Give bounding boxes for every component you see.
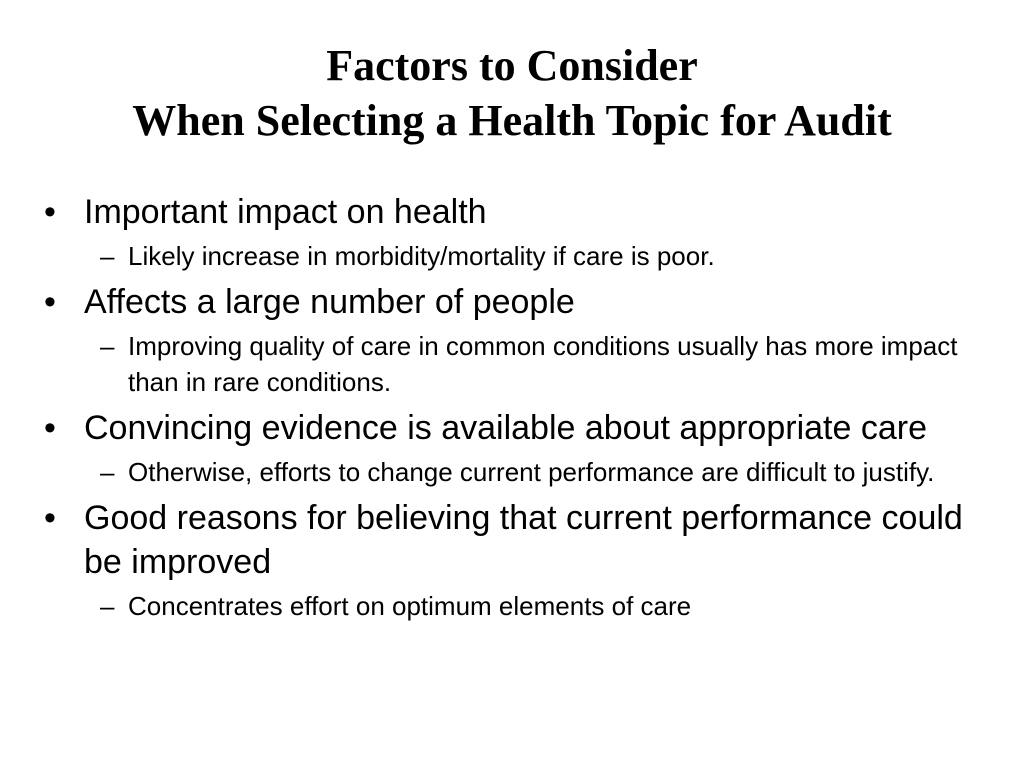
sub-bullet-item-2 [0, 328, 1024, 400]
bullet-marker: • [44, 499, 56, 537]
sub-bullet-text: Otherwise, efforts to change current performance are difficult to justify. [128, 457, 935, 487]
sub-bullet-item-3 [0, 454, 1024, 490]
bullet-marker: • [44, 193, 56, 231]
bullet-item-3 [0, 406, 1024, 450]
sub-bullet-item-4 [0, 588, 1024, 624]
bullet-item-4 [0, 496, 1024, 584]
sub-bullet-marker: – [100, 241, 115, 271]
bullet-text: Good reasons for believing that current performance could be improved [84, 499, 963, 581]
bullet-text: Convincing evidence is available about appropriate care [84, 409, 927, 447]
sub-bullet-marker: – [100, 331, 115, 361]
bullet-item-1 [0, 190, 1024, 234]
sub-bullet-marker: – [100, 591, 115, 621]
title-line-2: When Selecting a Health Topic for Audit [132, 96, 892, 145]
sub-bullet-text: Concentrates effort on optimum elements of care [128, 591, 692, 621]
bullet-text: Important impact on health [84, 193, 487, 231]
slide-title [0, 38, 1024, 148]
bullet-marker: • [44, 283, 56, 321]
sub-bullet-text: Improving quality of care in common conditions usually has more impact than in rare conditions. [128, 331, 958, 397]
sub-bullet-marker: – [100, 457, 115, 487]
bullet-list [0, 190, 1024, 624]
sub-bullet-text: Likely increase in morbidity/mortality if care is poor. [128, 241, 715, 271]
bullet-text: Affects a large number of people [84, 283, 575, 321]
bullet-marker: • [44, 409, 56, 447]
bullet-item-2 [0, 280, 1024, 324]
sub-bullet-item-1 [0, 238, 1024, 274]
title-line-1: Factors to Consider [326, 41, 698, 90]
